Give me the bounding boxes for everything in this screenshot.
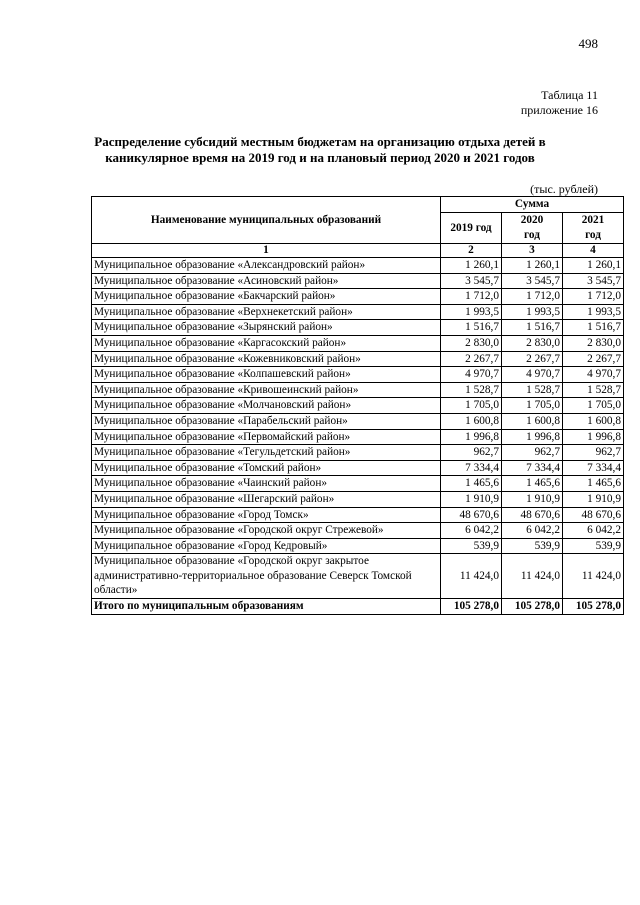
value-2021: 1 705,0 bbox=[563, 398, 624, 414]
value-2021: 539,9 bbox=[563, 538, 624, 554]
subsidies-table bbox=[91, 196, 624, 615]
table-row bbox=[92, 538, 624, 554]
column-index: 1 bbox=[92, 244, 441, 258]
value-2020: 1 600,8 bbox=[502, 413, 563, 429]
municipality-name: Муниципальное образование «Городской округ закрытое административно-территориальное образование Северск Томской области» bbox=[92, 554, 441, 599]
value-2019: 1 528,7 bbox=[441, 382, 502, 398]
value-2021: 1 993,5 bbox=[563, 304, 624, 320]
column-index: 3 bbox=[502, 244, 563, 258]
value-2020: 7 334,4 bbox=[502, 460, 563, 476]
value-2019: 1 910,9 bbox=[441, 491, 502, 507]
value-2020: 1 910,9 bbox=[502, 491, 563, 507]
table-row bbox=[92, 351, 624, 367]
municipality-name: Муниципальное образование «Зырянский район» bbox=[92, 320, 441, 336]
value-2021: 7 334,4 bbox=[563, 460, 624, 476]
header-year-2019: 2019 год bbox=[441, 213, 502, 244]
header-year-2020: 2020 год bbox=[502, 213, 563, 244]
table-row bbox=[92, 398, 624, 414]
value-2020: 4 970,7 bbox=[502, 367, 563, 383]
title-line-1: Распределение субсидий местным бюджетам на организацию отдыха детей в bbox=[94, 134, 546, 149]
municipality-name: Муниципальное образование «Первомайский район» bbox=[92, 429, 441, 445]
municipality-name: Муниципальное образование «Кожевниковский район» bbox=[92, 351, 441, 367]
document-title bbox=[60, 134, 580, 166]
value-2021: 1 465,6 bbox=[563, 476, 624, 492]
value-2020: 1 705,0 bbox=[502, 398, 563, 414]
table-row bbox=[92, 382, 624, 398]
total-2021: 105 278,0 bbox=[563, 599, 624, 615]
table-row bbox=[92, 320, 624, 336]
value-2020: 1 465,6 bbox=[502, 476, 563, 492]
value-2021: 6 042,2 bbox=[563, 523, 624, 539]
total-2020: 105 278,0 bbox=[502, 599, 563, 615]
value-2020: 1 996,8 bbox=[502, 429, 563, 445]
table-row bbox=[92, 367, 624, 383]
value-2020: 962,7 bbox=[502, 445, 563, 461]
value-2019: 1 705,0 bbox=[441, 398, 502, 414]
table-row bbox=[92, 445, 624, 461]
header-municipality: Наименование муниципальных образований bbox=[92, 197, 441, 244]
municipality-name: Муниципальное образование «Александровский район» bbox=[92, 258, 441, 274]
value-2020: 3 545,7 bbox=[502, 273, 563, 289]
table-row bbox=[92, 476, 624, 492]
value-2020: 6 042,2 bbox=[502, 523, 563, 539]
table-row bbox=[92, 460, 624, 476]
column-index: 2 bbox=[441, 244, 502, 258]
value-2019: 1 993,5 bbox=[441, 304, 502, 320]
value-2021: 1 712,0 bbox=[563, 289, 624, 305]
value-2021: 1 600,8 bbox=[563, 413, 624, 429]
value-2021: 2 267,7 bbox=[563, 351, 624, 367]
table-row bbox=[92, 491, 624, 507]
value-2021: 3 545,7 bbox=[563, 273, 624, 289]
value-2021: 1 516,7 bbox=[563, 320, 624, 336]
value-2019: 2 830,0 bbox=[441, 335, 502, 351]
value-2021: 4 970,7 bbox=[563, 367, 624, 383]
value-2020: 2 267,7 bbox=[502, 351, 563, 367]
value-2021: 1 528,7 bbox=[563, 382, 624, 398]
header-sum: Сумма bbox=[441, 197, 624, 213]
value-2021: 1 260,1 bbox=[563, 258, 624, 274]
municipality-name: Муниципальное образование «Чаинский район» bbox=[92, 476, 441, 492]
value-2019: 1 260,1 bbox=[441, 258, 502, 274]
municipality-name: Муниципальное образование «Городской округ Стрежевой» bbox=[92, 523, 441, 539]
value-2019: 4 970,7 bbox=[441, 367, 502, 383]
title-line-2: каникулярное время на 2019 год и на плановый период 2020 и 2021 годов bbox=[105, 150, 535, 165]
value-2021: 48 670,6 bbox=[563, 507, 624, 523]
value-2020: 11 424,0 bbox=[502, 554, 563, 599]
value-2020: 1 993,5 bbox=[502, 304, 563, 320]
municipality-name: Муниципальное образование «Город Томск» bbox=[92, 507, 441, 523]
table-row bbox=[92, 273, 624, 289]
value-2019: 1 516,7 bbox=[441, 320, 502, 336]
table-reference bbox=[521, 88, 598, 118]
value-2019: 1 600,8 bbox=[441, 413, 502, 429]
value-2020: 48 670,6 bbox=[502, 507, 563, 523]
value-2020: 1 516,7 bbox=[502, 320, 563, 336]
table-row bbox=[92, 335, 624, 351]
table-number: Таблица 11 bbox=[541, 88, 598, 102]
value-2019: 2 267,7 bbox=[441, 351, 502, 367]
page-number: 498 bbox=[578, 36, 598, 51]
municipality-name: Муниципальное образование «Томский район» bbox=[92, 460, 441, 476]
value-2020: 1 528,7 bbox=[502, 382, 563, 398]
municipality-name: Муниципальное образование «Бакчарский район» bbox=[92, 289, 441, 305]
value-2019: 1 465,6 bbox=[441, 476, 502, 492]
value-2021: 2 830,0 bbox=[563, 335, 624, 351]
value-2019: 6 042,2 bbox=[441, 523, 502, 539]
value-2020: 1 260,1 bbox=[502, 258, 563, 274]
table-row bbox=[92, 258, 624, 274]
value-2020: 2 830,0 bbox=[502, 335, 563, 351]
municipality-name: Муниципальное образование «Парабельский район» bbox=[92, 413, 441, 429]
appendix-number: приложение 16 bbox=[520, 103, 598, 117]
municipality-name: Муниципальное образование «Тегульдетский район» bbox=[92, 445, 441, 461]
value-2019: 3 545,7 bbox=[441, 273, 502, 289]
value-2019: 962,7 bbox=[441, 445, 502, 461]
municipality-name: Муниципальное образование «Кривошеинский район» bbox=[92, 382, 441, 398]
total-row bbox=[92, 599, 624, 615]
municipality-name: Муниципальное образование «Верхнекетский район» bbox=[92, 304, 441, 320]
total-2019: 105 278,0 bbox=[441, 599, 502, 615]
table-body bbox=[92, 258, 624, 615]
value-2021: 1 910,9 bbox=[563, 491, 624, 507]
municipality-name: Муниципальное образование «Каргасокский район» bbox=[92, 335, 441, 351]
municipality-name: Муниципальное образование «Колпашевский район» bbox=[92, 367, 441, 383]
table-row bbox=[92, 429, 624, 445]
value-2021: 962,7 bbox=[563, 445, 624, 461]
total-label: Итого по муниципальным образованиям bbox=[92, 599, 441, 615]
value-2020: 539,9 bbox=[502, 538, 563, 554]
value-2019: 48 670,6 bbox=[441, 507, 502, 523]
value-2021: 1 996,8 bbox=[563, 429, 624, 445]
value-2019: 539,9 bbox=[441, 538, 502, 554]
value-2020: 1 712,0 bbox=[502, 289, 563, 305]
header-year-2021: 2021 год bbox=[563, 213, 624, 244]
table-row bbox=[92, 523, 624, 539]
value-2021: 11 424,0 bbox=[563, 554, 624, 599]
table-row bbox=[92, 507, 624, 523]
column-index: 4 bbox=[563, 244, 624, 258]
value-2019: 1 996,8 bbox=[441, 429, 502, 445]
municipality-name: Муниципальное образование «Шегарский район» bbox=[92, 491, 441, 507]
table-row bbox=[92, 413, 624, 429]
value-2019: 7 334,4 bbox=[441, 460, 502, 476]
units-note: (тыс. рублей) bbox=[530, 182, 598, 196]
municipality-name: Муниципальное образование «Город Кедровый» bbox=[92, 538, 441, 554]
value-2019: 1 712,0 bbox=[441, 289, 502, 305]
table-row bbox=[92, 554, 624, 599]
value-2019: 11 424,0 bbox=[441, 554, 502, 599]
municipality-name: Муниципальное образование «Асиновский район» bbox=[92, 273, 441, 289]
municipality-name: Муниципальное образование «Молчановский район» bbox=[92, 398, 441, 414]
table-row bbox=[92, 304, 624, 320]
table-row bbox=[92, 289, 624, 305]
